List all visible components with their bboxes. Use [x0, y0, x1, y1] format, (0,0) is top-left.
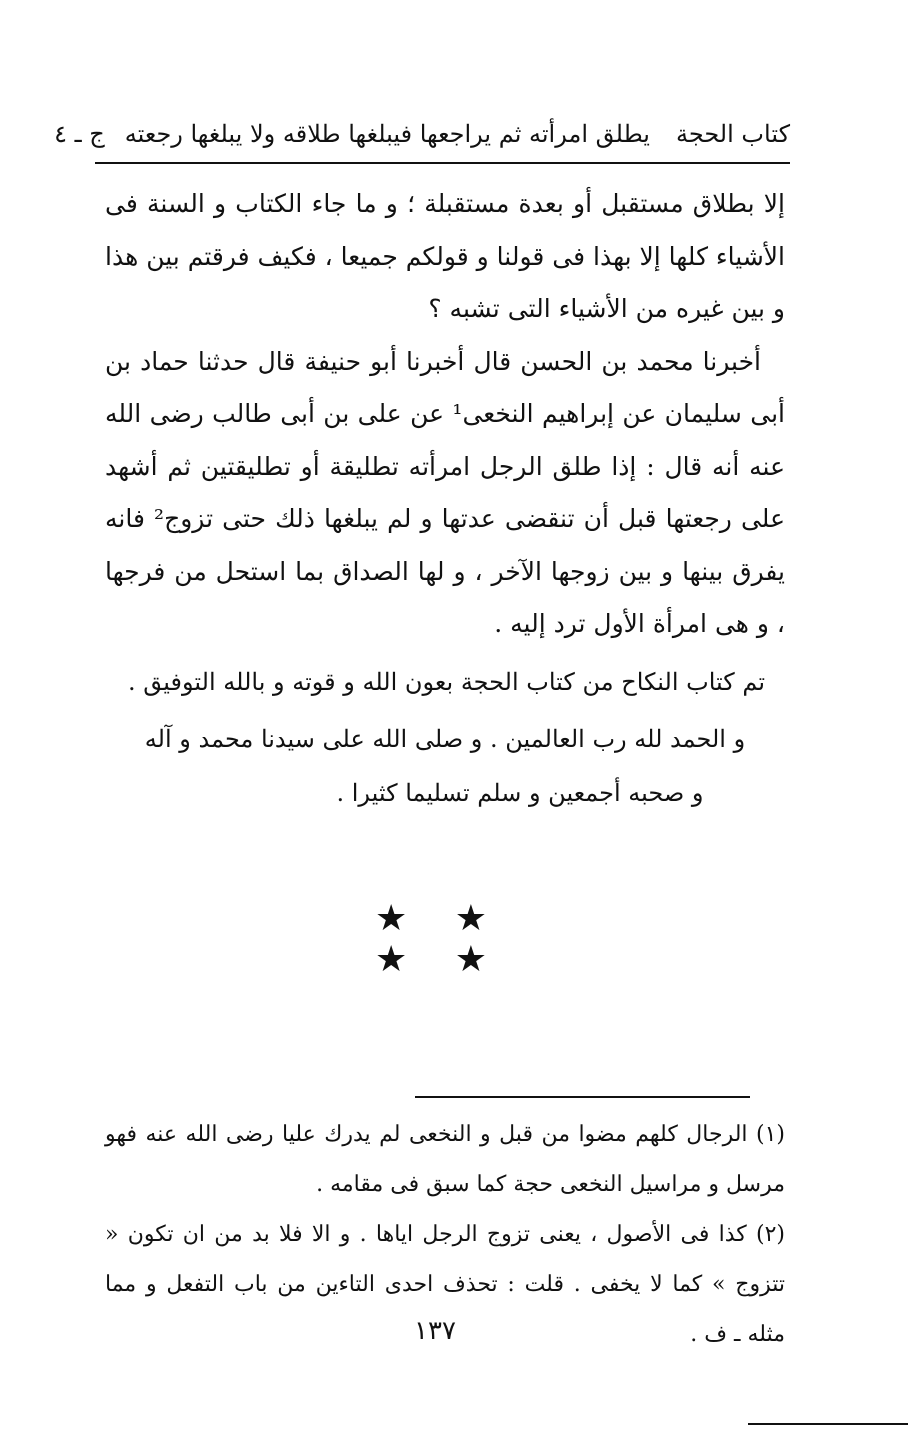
header-volume: ج ـ ٤	[54, 120, 105, 148]
header-rule	[95, 162, 790, 164]
star-ornament: ★ ★ ★ ★	[375, 898, 505, 980]
header-book-title: كتاب الحجة	[675, 120, 790, 148]
header-subject: يطلق امرأته ثم يراجعها فيبلغها طلاقه ولا يبلغها رجعته	[124, 120, 650, 148]
bottom-rule	[748, 1423, 908, 1425]
paragraph: أخبرنا محمد بن الحسن قال أخبرنا أبو حنيفة قال حدثنا حماد بن أبى سليمان عن إبراهيم النخعى¹ عن على بن أبى طالب رضى الله عنه أنه قال : إذا طلق الرجل امرأته تطليقة أو تطليقتين ثم أشهد على رجعتها قبل أن تنقضى عدتها و لم يبلغها ذلك حتى تزوج² فانه يفرق بينها و بين زوجها الآخر ، و لها الصداق بما استحل من فرجها ، و هى امرأة الأول ترد إليه .	[105, 346, 785, 638]
colophon-line: تم كتاب النكاح من كتاب الحجة بعون الله و قوته و بالله التوفيق .	[128, 668, 765, 696]
footnote: (١) الرجال كلهم مضوا من قبل و النخعى لم يدرك عليا رضى الله عنه فهو مرسل و مراسيل النخعى حجة كما سبق فى مقامه .	[105, 1122, 785, 1197]
main-text	[105, 178, 785, 651]
page-number: ١٣٧	[414, 1316, 456, 1346]
colophon-line: و الحمد لله رب العالمين . و صلى الله على سيدنا محمد و آله	[144, 725, 746, 753]
running-header	[54, 112, 790, 156]
colophon-line: و صحبه أجمعين و سلم تسليما كثيرا .	[336, 779, 704, 807]
paragraph: إلا بطلاق مستقبل أو بعدة مستقبلة ؛ و ما جاء الكتاب و السنة فى الأشياء كلها إلا بهذا فى قولنا و قولكم جميعا ، فكيف فرقتم بين هذا و بين غيره من الأشياء التى تشبه ؟	[105, 189, 785, 323]
footnote: (٢) كذا فى الأصول ، يعنى تزوج الرجل اياها . و الا فلا بد من ان تكون « تتزوج » كما لا يخفى . قلت : تحذف احدى التاءين من باب التفعل و مما مثله ـ ف .	[105, 1222, 785, 1347]
footnote-rule	[415, 1096, 750, 1098]
